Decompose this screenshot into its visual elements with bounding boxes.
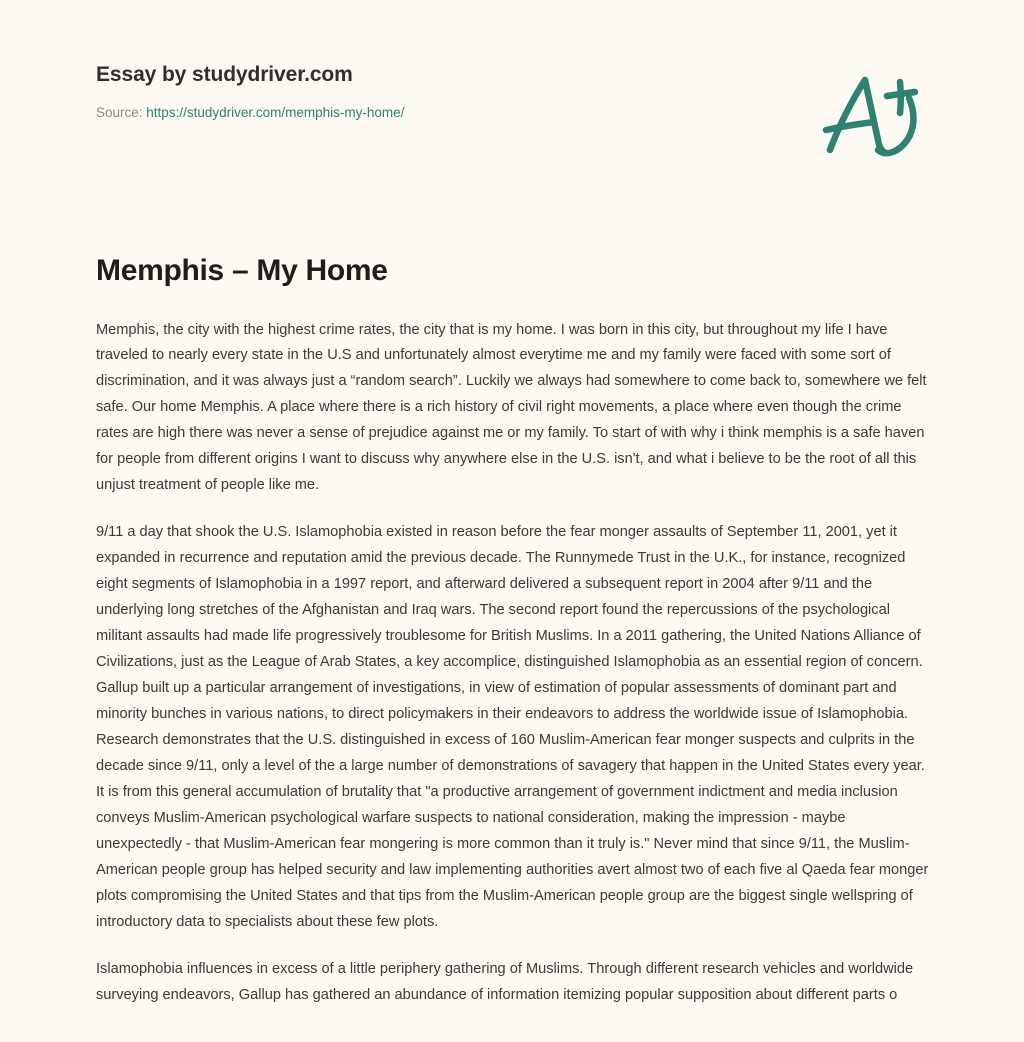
article-body	[96, 318, 932, 1009]
article-paragraph: Memphis, the city with the highest crime rates, the city that is my home. I was born in this city, but throughout my life I have traveled to nearly every state in the U.S and unfortunately almost everytime me and my family were faced with some sort of discrimination, and it was always just a “random search”. Luckily we always had somewhere to come back to, somewhere we felt safe. Our home Memphis. A place where there is a rich history of civil right movements, a place where even though the crime rates are high there was never a sense of prejudice against me or my family. To start of with why i think memphis is a safe haven for people from different origins I want to discuss why anywhere else in the U.S. isn't, and what i believe to be the root of all this unjust treatment of people like me.	[96, 321, 927, 494]
source-label: Source:	[96, 105, 143, 121]
source-url-link[interactable]: https://studydriver.com/memphis-my-home/	[146, 105, 405, 121]
brand-block	[96, 62, 736, 122]
article	[96, 252, 932, 1009]
article-paragraph: Islamophobia influences in excess of a little periphery gathering of Muslims. Through different research vehicles and worldwide surveying endeavors, Gallup has gathered an abundance of information itemizing popular supposition about different parts o	[96, 960, 914, 1003]
source-line	[96, 104, 736, 122]
page-title: Memphis – My Home	[96, 254, 388, 287]
brand-title: Essay by studydriver.com	[96, 63, 353, 86]
a-plus-logo-icon	[812, 66, 932, 176]
page-header	[0, 0, 1024, 200]
article-paragraph: 9/11 a day that shook the U.S. Islamophobia existed in reason before the fear monger assaults of September 11, 2001, yet it expanded in recurrence and reputation amid the previous decade. The Runnymede Trust in the U.K., for instance, recognized eight segments of Islamophobia in a 1997 report, and afterward delivered a subsequent report in 2004 after 9/11 and the underlying long stretches of the Afghanistan and Iraq wars. The second report found the repercussions of the psychological militant assaults had made life progressively troublesome for British Muslims. In a 2011 gathering, the United Nations Alliance of Civilizations, just as the League of Arab States, a key accomplice, distinguished Islamophobia as an essential region of concern. Gallup built up a particular arrangement of investigations, in view of estimation of popular assessments of dominant part and minority bunches in various nations, to direct policymakers in their endeavors to address the worldwide issue of Islamophobia. Research demonstrates that the U.S. distinguished in excess of 160 Muslim-American fear monger suspects and culprits in the decade since 9/11, only a level of the a large number of demonstrations of savagery that happen in the United States every year. It is from this general accumulation of brutality that "a productive arrangement of government indictment and media inclusion conveys Muslim-American psychological warfare suspects to national consideration, making the impression - maybe unexpectedly - that Muslim-American fear mongering is more common than it truly is." Never mind that since 9/11, the Muslim-American people group has helped security and law implementing authorities avert almost two of each five al Qaeda fear monger plots compromising the United States and that tips from the Muslim-American people group are the biggest single wellspring of introductory data to specialists about these few plots.	[96, 524, 929, 930]
